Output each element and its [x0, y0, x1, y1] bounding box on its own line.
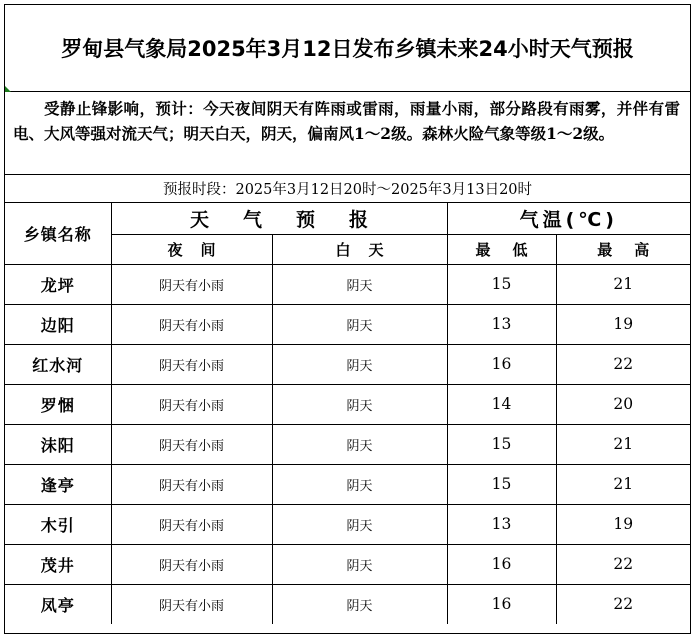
- table-row: [5, 344, 690, 384]
- header-temperature-group: 气温(℃): [447, 203, 690, 234]
- night-weather-cell: 阴天有小雨: [111, 304, 272, 344]
- max-temp-cell: 19: [556, 504, 690, 544]
- day-weather-cell: 阴天: [272, 304, 447, 344]
- night-weather-cell: 阴天有小雨: [111, 584, 272, 624]
- table-row: [5, 544, 690, 584]
- header-max: 最高: [556, 234, 690, 264]
- forecast-period: 预报时段：2025年3月12日20时～2025年3月13日20时: [5, 175, 690, 203]
- document-title: 罗甸县气象局2025年3月12日发布乡镇未来24小时天气预报: [61, 37, 634, 61]
- night-weather-cell: 阴天有小雨: [111, 264, 272, 304]
- day-weather-cell: 阴天: [272, 464, 447, 504]
- town-cell: 红水河: [5, 344, 111, 384]
- night-weather-cell: 阴天有小雨: [111, 344, 272, 384]
- town-cell: 龙坪: [5, 264, 111, 304]
- night-weather-cell: 阴天有小雨: [111, 424, 272, 464]
- table-row: [5, 264, 690, 304]
- town-cell: 边阳: [5, 304, 111, 344]
- min-temp-cell: 16: [447, 544, 556, 584]
- table-row: [5, 304, 690, 344]
- header-night: 夜间: [111, 234, 272, 264]
- cell-marker-icon: [5, 86, 11, 92]
- document-title-bar: [5, 5, 690, 92]
- min-temp-cell: 15: [447, 424, 556, 464]
- max-temp-cell: 21: [556, 264, 690, 304]
- table-row: [5, 424, 690, 464]
- min-temp-cell: 14: [447, 384, 556, 424]
- max-temp-cell: 22: [556, 544, 690, 584]
- town-cell: 木引: [5, 504, 111, 544]
- day-weather-cell: 阴天: [272, 584, 447, 624]
- table-row: [5, 384, 690, 424]
- header-weather-group: 天气预报: [111, 203, 447, 234]
- town-cell: 茂井: [5, 544, 111, 584]
- forecast-table: [5, 203, 690, 624]
- min-temp-cell: 13: [447, 504, 556, 544]
- day-weather-cell: 阴天: [272, 504, 447, 544]
- night-weather-cell: 阴天有小雨: [111, 544, 272, 584]
- min-temp-cell: 16: [447, 584, 556, 624]
- forecast-document: [4, 4, 691, 634]
- max-temp-cell: 20: [556, 384, 690, 424]
- town-cell: 罗悃: [5, 384, 111, 424]
- day-weather-cell: 阴天: [272, 344, 447, 384]
- min-temp-cell: 16: [447, 344, 556, 384]
- town-cell: 沫阳: [5, 424, 111, 464]
- table-row: [5, 464, 690, 504]
- table-row: [5, 504, 690, 544]
- night-weather-cell: 阴天有小雨: [111, 384, 272, 424]
- max-temp-cell: 22: [556, 584, 690, 624]
- night-weather-cell: 阴天有小雨: [111, 504, 272, 544]
- min-temp-cell: 15: [447, 464, 556, 504]
- max-temp-cell: 21: [556, 464, 690, 504]
- header-town: 乡镇名称: [5, 203, 111, 264]
- table-header-row: [5, 203, 690, 234]
- min-temp-cell: 13: [447, 304, 556, 344]
- town-cell: 逢亭: [5, 464, 111, 504]
- day-weather-cell: 阴天: [272, 424, 447, 464]
- forecast-summary: 受静止锋影响，预计：今天夜间阴天有阵雨或雷雨，雨量小雨，部分路段有雨雾，并伴有雷电、大风等强对流天气；明天白天，阴天，偏南风1～2级。森林火险气象等级1～2级。: [5, 92, 690, 175]
- table-row: [5, 584, 690, 624]
- town-cell: 凤亭: [5, 584, 111, 624]
- night-weather-cell: 阴天有小雨: [111, 464, 272, 504]
- day-weather-cell: 阴天: [272, 264, 447, 304]
- day-weather-cell: 阴天: [272, 544, 447, 584]
- min-temp-cell: 15: [447, 264, 556, 304]
- header-min: 最低: [447, 234, 556, 264]
- max-temp-cell: 21: [556, 424, 690, 464]
- day-weather-cell: 阴天: [272, 384, 447, 424]
- header-day: 白天: [272, 234, 447, 264]
- max-temp-cell: 19: [556, 304, 690, 344]
- max-temp-cell: 22: [556, 344, 690, 384]
